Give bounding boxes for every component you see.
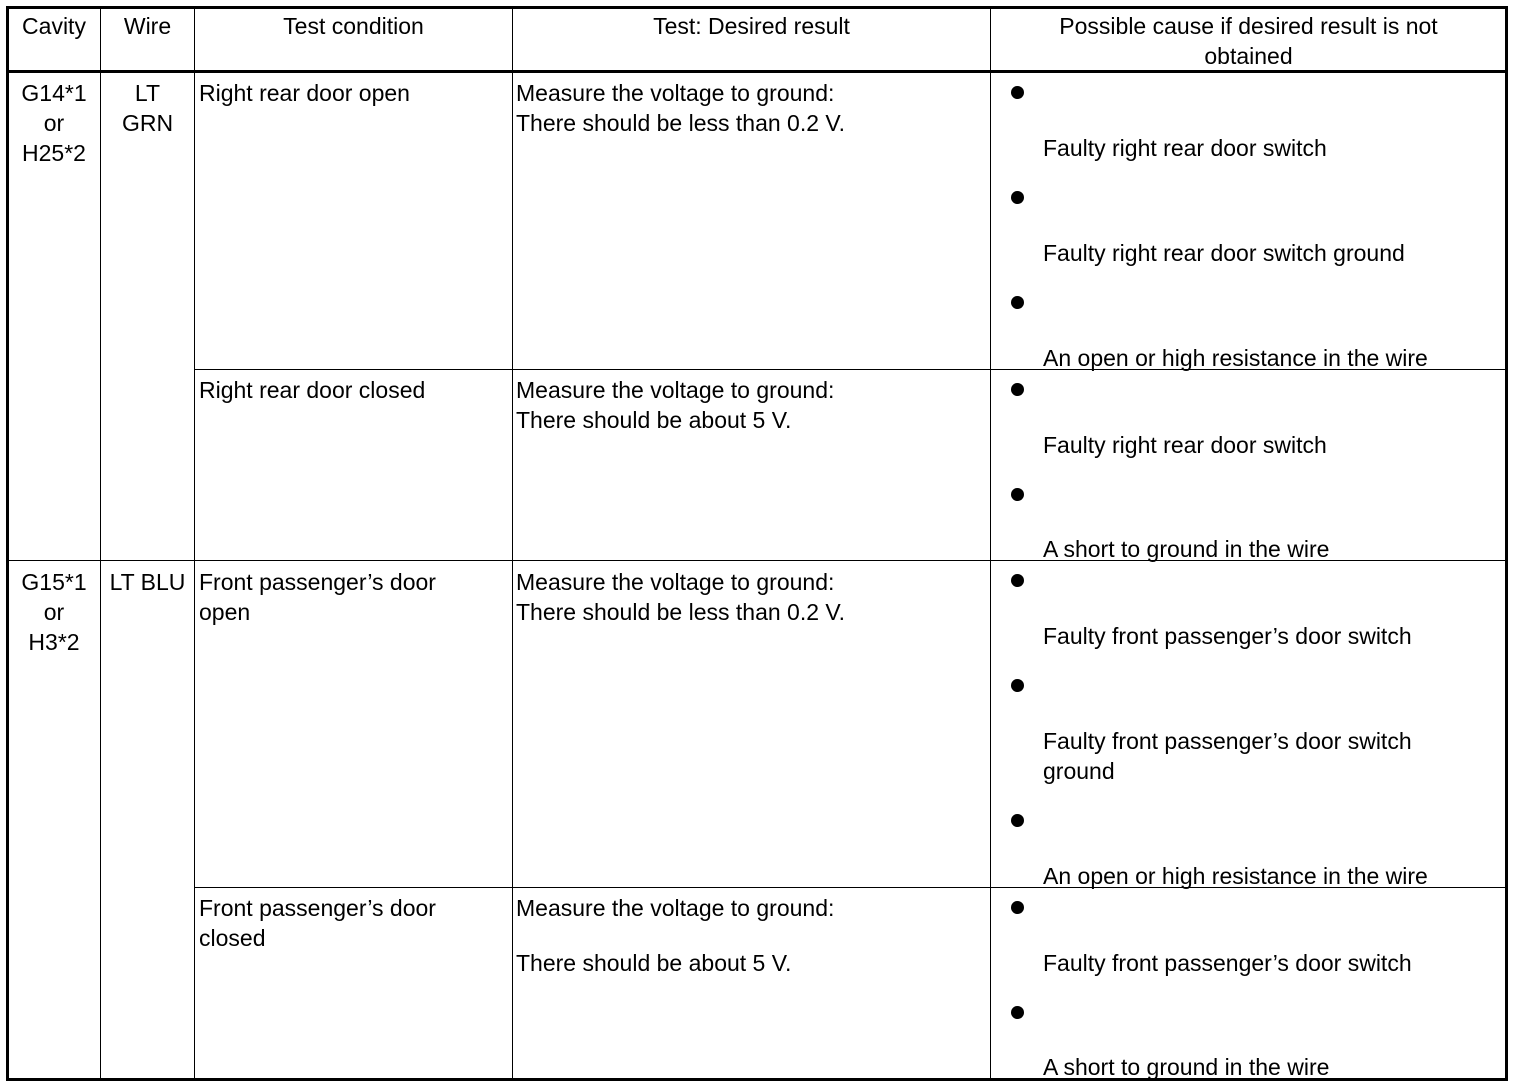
wire-cell: LT BLU (109, 569, 186, 595)
header-desired-result: Test: Desired result (653, 13, 850, 39)
cause-item: An open or high resistance in the wire (1043, 863, 1428, 889)
cavity-cell: G14*1 (21, 80, 87, 106)
bullet-icon (1011, 679, 1024, 692)
desired-result-cell: There should be less than 0.2 V. (516, 599, 846, 625)
cavity-cell: or (43, 599, 65, 625)
wire-cell: GRN (121, 110, 174, 136)
cause-item: Faulty front passenger’s door switch (1043, 950, 1412, 976)
bullet-icon (1011, 814, 1024, 827)
header-wire: Wire (123, 13, 172, 39)
wire-cell: LT (134, 80, 161, 106)
cause-item: A short to ground in the wire (1043, 1054, 1330, 1080)
test-condition-cell: Front passenger’s door (199, 895, 436, 921)
test-condition-cell: open (199, 599, 251, 625)
cavity-cell: H3*2 (28, 629, 80, 655)
header-possible-cause: obtained (1204, 43, 1293, 69)
bullet-icon (1011, 86, 1024, 99)
cause-item: A short to ground in the wire (1043, 536, 1330, 562)
bullet-icon (1011, 574, 1024, 587)
desired-result-cell: There should be about 5 V. (516, 950, 792, 976)
bullet-icon (1011, 901, 1024, 914)
header-possible-cause: Possible cause if desired result is not (1059, 13, 1438, 39)
header-test-condition: Test condition (283, 13, 424, 39)
cause-item: Faulty right rear door switch ground (1043, 240, 1405, 266)
test-condition-cell: Right rear door open (199, 80, 410, 106)
cause-item: An open or high resistance in the wire (1043, 345, 1428, 371)
cavity-cell: H25*2 (22, 140, 86, 166)
desired-result-cell: Measure the voltage to ground: (516, 569, 835, 595)
cause-item: Faulty front passenger’s door switch (1043, 728, 1412, 754)
desired-result-cell: There should be less than 0.2 V. (516, 110, 846, 136)
cause-item: ground (1043, 758, 1115, 784)
column-divider (100, 8, 101, 1079)
cause-item: Faulty front passenger’s door switch (1043, 623, 1412, 649)
desired-result-cell: There should be about 5 V. (516, 407, 792, 433)
desired-result-cell: Measure the voltage to ground: (516, 895, 835, 921)
cause-item: Faulty right rear door switch (1043, 432, 1327, 458)
bullet-icon (1011, 296, 1024, 309)
test-condition-cell: closed (199, 925, 266, 951)
bullet-icon (1011, 1006, 1024, 1019)
desired-result-cell: Measure the voltage to ground: (516, 80, 835, 106)
bullet-icon (1011, 191, 1024, 204)
column-divider (194, 8, 195, 1079)
desired-result-cell: Measure the voltage to ground: (516, 377, 835, 403)
column-divider (990, 8, 991, 1079)
test-condition-cell: Right rear door closed (199, 377, 426, 403)
cavity-cell: G15*1 (21, 569, 87, 595)
column-divider (512, 8, 513, 1079)
bullet-icon (1011, 488, 1024, 501)
cavity-cell: or (43, 110, 65, 136)
header-cavity: Cavity (22, 13, 86, 39)
test-condition-cell: Front passenger’s door (199, 569, 436, 595)
cause-item: Faulty right rear door switch (1043, 135, 1327, 161)
bullet-icon (1011, 383, 1024, 396)
